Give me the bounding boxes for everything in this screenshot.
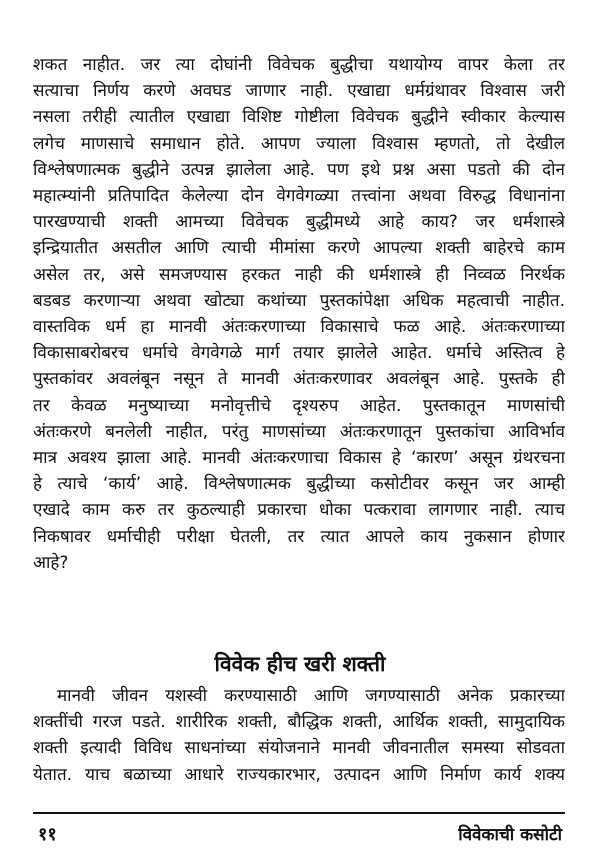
section-heading: विवेक हीच खरी शक्ती [214, 652, 386, 676]
text-line: निकषावर धर्माचीही परीक्षा घेतली, तर त्यात आपले काय नुकसान होणार [33, 526, 565, 547]
page-number: ११ [38, 824, 57, 845]
text-line: महात्म्यांनी प्रतिपादित केलेल्या दोन वेगवेगळ्या तत्त्वांना अथवा विरुद्ध विधानांना [33, 186, 565, 207]
running-title: विवेकाची कसोटी [458, 825, 562, 845]
text-line: शक्तींची गरज पडते. शारीरिक शक्ती, बौद्धिक शक्ती, आर्थिक शक्ती, सामुदायिक [33, 712, 565, 733]
text-line: वास्तविक धर्म हा मानवी अंतःकरणाच्या विकासाचे फळ आहे. अंतःकरणाच्या [33, 317, 565, 338]
text-line: मात्र अवश्य झाला आहे. मानवी अंतःकरणाचा विकास हे ‘कारण’ असून ग्रंथरचना [33, 448, 565, 469]
text-line: हे त्याचे ‘कार्य’ आहे. विश्लेषणात्मक बुद्धीच्या कसोटीवर कसून जर आम्ही [33, 474, 565, 495]
text-line: एखादे काम करु तर कुठल्याही प्रकारचा धोका पत्करावा लागणार नाही. त्याच [33, 500, 565, 521]
text-line: मानवी जीवन यशस्वी करण्यासाठी आणि जगण्यासाठी अनेक प्रकारच्या [57, 686, 565, 706]
text-line: आहे? [33, 552, 69, 573]
text-line: पारखण्याची शक्ती आमच्या विवेचक बुद्धीमध्ये आहे काय? जर धर्मशास्त्रे [33, 212, 565, 233]
text-line: नसला तरीही त्यातील एखाद्या विशिष्ट गोष्टीला विवेचक बुद्धीने स्वीकार केल्यास [33, 107, 565, 128]
text-line: बडबड करणाऱ्या अथवा खोट्या कथांच्या पुस्तकांपेक्षा अधिक महत्वाची नाहीत. [33, 290, 565, 311]
text-line: सत्याचा निर्णय करणे अवघड जाणार नाही. एखाद्या धर्मग्रंथावर विश्वास जरी [33, 81, 565, 102]
text-line: तर केवळ मनुष्याच्या मनोवृत्तीचे दृश्यरुप आहेत. पुस्तकातून माणसांची [33, 395, 565, 416]
text-line: शक्ती इत्यादी विविध साधनांच्या संयोजनाने मानवी जीवनातील समस्या सोडवता [33, 738, 565, 759]
text-line: अंतःकरणे बनलेली नाहीत, परंतु माणसांच्या अंतःकरणातून पुस्तकांचा आविर्भाव [33, 421, 565, 442]
text-line: लगेच माणसाचे समाधान होते. आपण ज्याला विश्वास म्हणतो, तो देखील [33, 133, 565, 154]
text-line: येतात. याच बळाच्या आधारे राज्यकारभार, उत्पादन आणि निर्माण कार्य शक्य [33, 764, 565, 785]
body-paragraph [33, 52, 565, 576]
text-line: असेल तर, असे समजण्यास हरकत नाही की धर्मशास्त्रे ही निव्वळ निरर्थक [33, 264, 565, 285]
text-line: पुस्तकांवर अवलंबून नसून ते मानवी अंतःकरणावर अवलंबून आहे. पुस्तके ही [33, 369, 565, 390]
text-line: शकत नाहीत. जर त्या दोघांनी विवेचक बुद्धीचा यथायोग्य वापर केला तर [33, 55, 565, 75]
text-line: इन्द्रियातीत असतील आणि त्याची मीमांसा करणे आपल्या शक्ती बाहेरचे काम [33, 238, 565, 259]
footer-divider [33, 812, 565, 814]
section-paragraph [33, 683, 565, 788]
text-line: विश्लेषणात्मक बुद्धीने उत्पन्न झालेला आहे. पण इथे प्रश्न असा पडतो की दोन [33, 159, 565, 180]
text-line: विकासाबरोबरच धर्माचे वेगवेगळे मार्ग तयार झालेले आहेत. धर्माचे अस्तित्व हे [33, 343, 565, 364]
